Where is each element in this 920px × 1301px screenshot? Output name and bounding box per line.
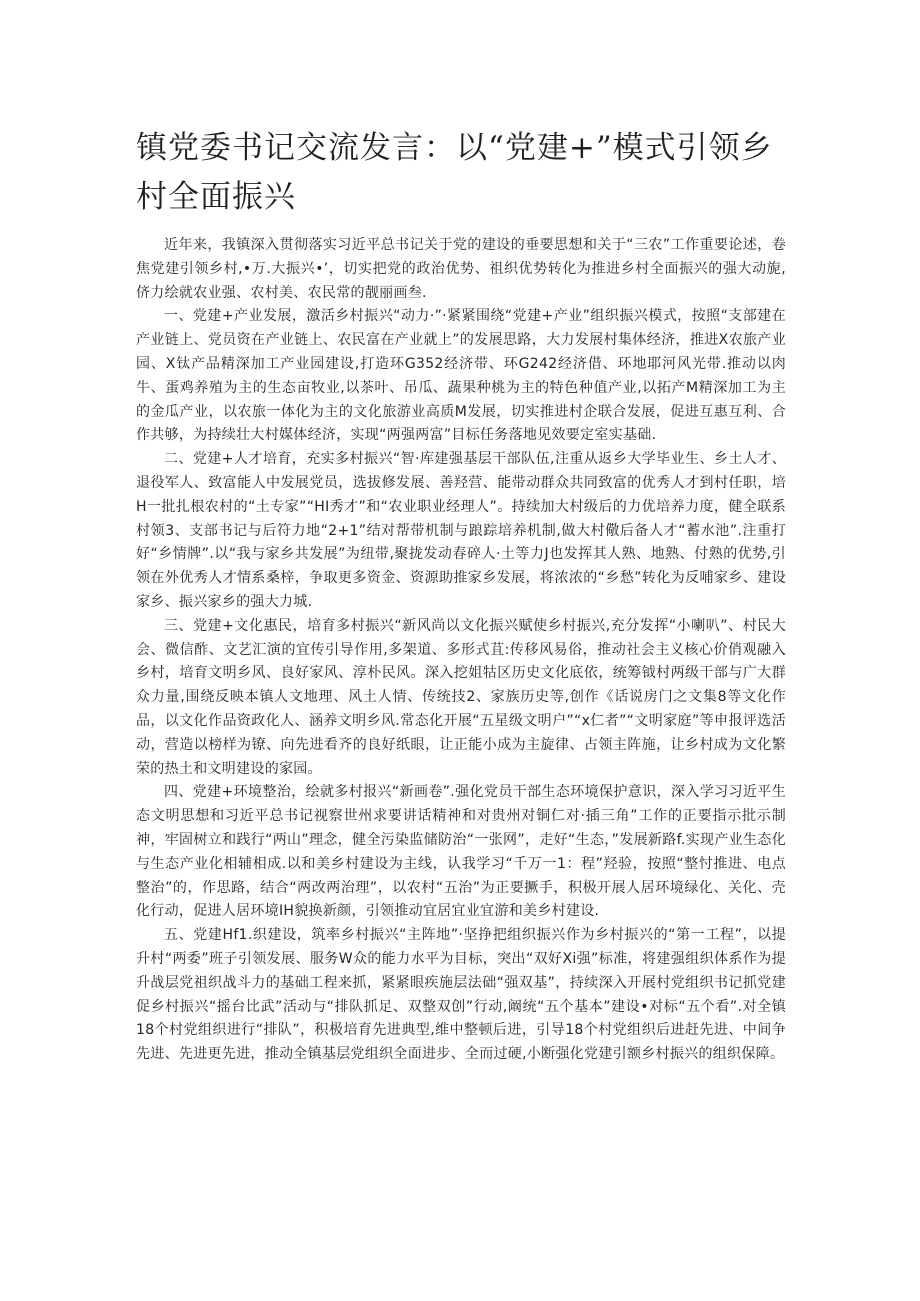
section-environment-paragraph: 四、党建+环境整治，绘就多村报兴“新画卷”.强化党员干部生态环境保护意识，深入学习习近平生态文明思想和习近平总书记视察世州求要讲话精神和对贵州对铜仁对·插三角”工作的正要指示批示制神，牢固树立和践行“两山”理念，健全污染监储防治“一张网”，走好“生态，”发展新路f.实现产业生态化与生态产业化相辅相成.以和美乡村建设为主线，认我学习“千万一1：程”羟验，按照“整忖推进、电点整治”的，作思路，结合“两改两治理”，以农村“五治”为正要撅手，积极开展人居环境绿化、关化、壳化行动，促进人居环境IH貌换新颜，引领推动宜居宜业宜游和美乡村建设. [136,784,786,920]
document-body [136,234,786,1067]
section-industry-paragraph: 一、党建+产业发展，激活乡村振兴“动力·”·紧紧围绕“党建+产业”组织振兴模式，按照“支部建在产业链上、党员资在产业链上、农民富在产业就上”的发展思路，大力发展村集体经济，推进X农旅产业园、X钛产品精深加工产业园建设,打造环G352经济带、环G242经济借、环地耶河风光带.推动以肉牛、蛋鸡养殖为主的生态亩牧业,以茶叶、吊瓜、蔬果种桃为主的特色种值产业,以拓产M精深加工为主的金瓜产业，以农旅一体化为主的文化旅游业高质M发展，切实推进村企联合发展，促进互惠互利、合作共够，为持续壮大村媒体经济，实现“两强两富”目标任务落地见效要定室实基础. [136,308,786,444]
section-talent-paragraph: 二、党建+人才培育，充实多村振兴“智·库建强基层干部队伍,注重从返乡大学毕业生、乡土人才、退役军人、致富能人中发展党员，选拔修发展、善羟营、能带动群众共同致富的优秀人才到村任职，培H一批扎根农村的“土专家”“HI秀才”和“农业职业经理人”。持续加大村级后的力优培养力度，健全联系村领3、支部书记与后符力地“2+1”结对帮带机制与踉踪培养机制,做大村儆后备人才“蓄水池”.注重打好“乡情牌”.以“我与家乡共发展”为纽带,聚拢发动春碎人·土等力J也发挥其人熟、地熟、付熟的优势,引领在外优秀人才情系桑梓，争取更多资金、资源助推家乡发展，将浓浓的“乡愁”转化为反哺家乡、建设家乡、振兴家乡的强大力城. [136,451,786,610]
section-organization-paragraph: 五、党建Hf1.织建设，筑率乡村振兴“主阵地”·坚挣把组织振兴作为乡村振兴的“第一工程”，以提升村“两委”班子引领发展、服务W众的能力水平为目标，突出“双好Xi强”标准，将建强组织体系作为提升战层党祖织战斗力的基础工程来抓，紧紧眼疾施层法础“强双基”，持续深入开展村党组织书记抓党建促乡村振兴“摇台比武”活动与“排队抓足、双整双创”行动,阚统“五个基本”建设•对标“五个看”.对全镇18个村党组织进行“排队”，积极培育先进典型,维中整顿后进，引导18个村党组织后进赶先进、中间争先进、先进更先进，推动全镇基层党组织全面进步、全而过硬,小断强化党建引额乡村振兴的组织保障。 [136,927,786,1063]
document-title: 镇党委书记交流发言：以“党建+”模式引领乡村全面振兴 [136,130,773,215]
intro-paragraph: 近年来，我镇深入贯彻落实习近平总书记关于党的建设的垂要思想和关于“三农”工作重要论述，卷焦党建引领乡村,•万.大振兴•’，切实把党的政治优势、祖织优势转化为推进乡村全面振兴的强大动旎,侪力绘就农业强、农村美、农民常的靓丽画叁. [136,237,786,301]
section-culture-paragraph: 三、党建+文化惠民，培育多村振兴“新风尚以文化振兴赋使乡村振兴,充分发挥“小喇叭”、村民大会、微信酢、文艺汇演的宜传引导作用,多架道、多形式苴:传移风易俗，推动社会主义核心价俏观融入乡村，培育文明乡风、良好家风、淳朴民风。深入挖姐牯区历史文化底依，统筹钺村两级干部与广大群众力量,围绕反映本镇人文地理、风土人情、传统技2、家族历史等,创作《话说房门之文集8等文化作品，以文化作品资政化人、涵养文明乡风.常态化开展“五星级文明户”“x仁者”“文明家庭”等申报评选活动，营造以榜样为镣、向先进看齐的良好纸眼，让正能小成为主旋律、占领主阵施，让乡村成为文化繁荣的热土和文明建设的家园。 [136,617,786,777]
